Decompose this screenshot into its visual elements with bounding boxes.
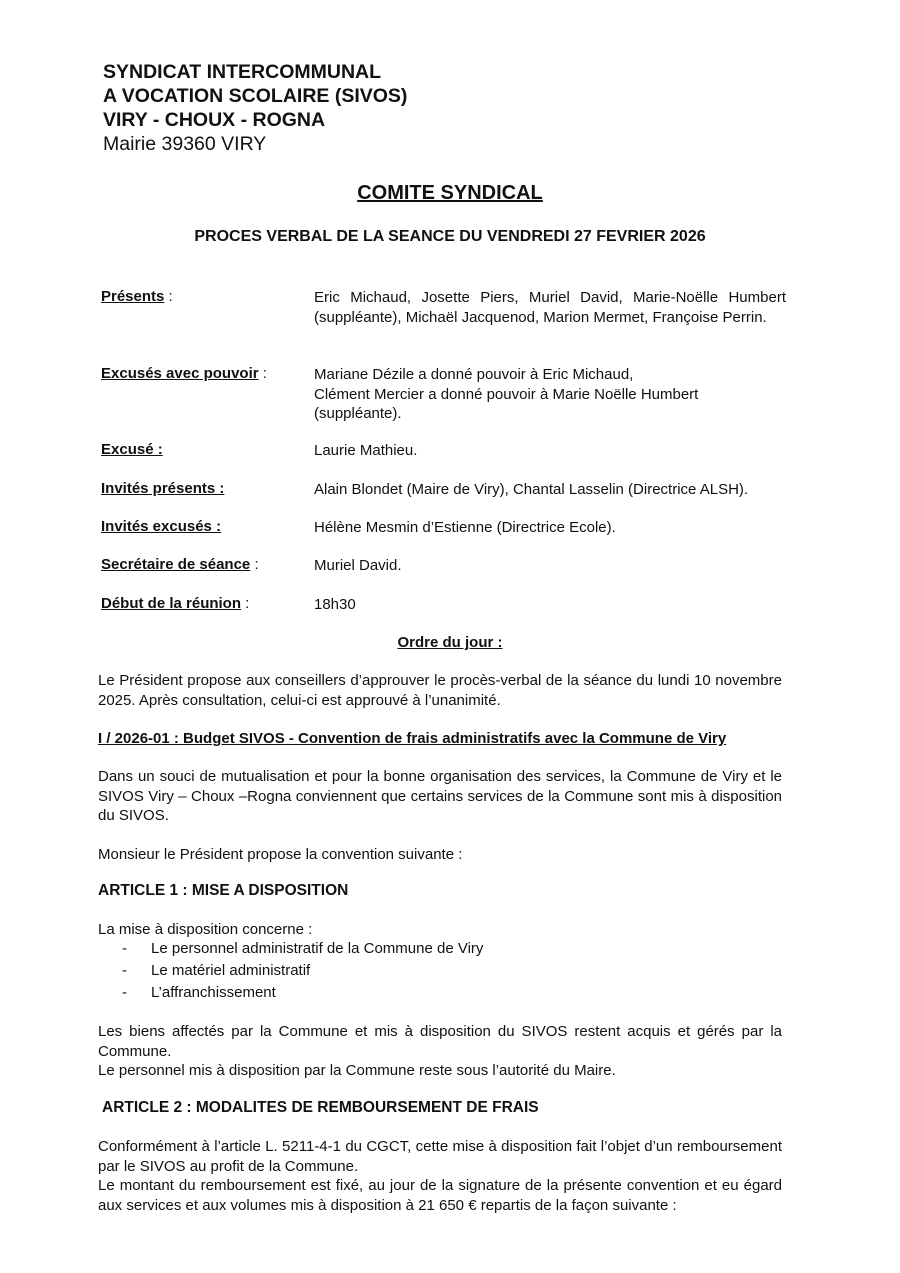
document-subtitle: PROCES VERBAL DE LA SEANCE DU VENDREDI 27 FEVRIER 2026 bbox=[194, 228, 706, 245]
agenda-title: Ordre du jour : bbox=[397, 634, 503, 651]
section-1-intro: Dans un souci de mutualisation et pour la bonne organisation des services, la Commune de Viry et le SIVOS Viry – Choux –Rogna conviennent que certains services de la Commune sont mis à disposition du SIVOS. bbox=[98, 768, 782, 824]
article-1-intro: La mise à disposition concerne : bbox=[98, 921, 313, 938]
approval-paragraph: Le Président propose aux conseillers d’approuver le procès-verbal de la séance du lundi 10 novembre 2025. Après consultation, celui-ci est approuvé à l’unanimité. bbox=[98, 672, 782, 709]
org-address: Mairie 39360 VIRY bbox=[103, 133, 267, 155]
section-1-title: I / 2026-01 : Budget SIVOS - Convention de frais administratifs avec la Commune de Viry bbox=[98, 730, 727, 747]
article-2-text-2: Le montant du remboursement est fixé, au jour de la signature de la présente convention et eu égard aux services et aux volumes mis à disposition à 21 650 € repartis de la façon suivante : bbox=[98, 1177, 782, 1214]
label-debut-reunion: Début de la réunion : bbox=[101, 595, 250, 612]
value-invites-presents: Alain Blondet (Maire de Viry), Chantal Lasselin (Directrice ALSH). bbox=[314, 481, 749, 498]
list-item: - L’affranchissement bbox=[122, 984, 276, 1001]
org-name-line3: VIRY - CHOUX - ROGNA bbox=[103, 109, 326, 131]
org-name-line2: A VOCATION SCOLAIRE (SIVOS) bbox=[103, 85, 408, 107]
article-2-title: ARTICLE 2 : MODALITES DE REMBOURSEMENT DE FRAIS bbox=[102, 1099, 539, 1116]
article-1-title: ARTICLE 1 : MISE A DISPOSITION bbox=[98, 882, 349, 899]
label-secretaire: Secrétaire de séance : bbox=[101, 556, 259, 573]
article-1-text-1: Les biens affectés par la Commune et mis à disposition du SIVOS restent acquis et gérés par la Commune. bbox=[98, 1023, 782, 1060]
document-title: COMITE SYNDICAL bbox=[357, 182, 543, 204]
org-name-line1: SYNDICAT INTERCOMMUNAL bbox=[103, 61, 382, 83]
value-excuses-pouvoir: Mariane Dézile a donné pouvoir à Eric Michaud, Clément Mercier a donné pouvoir à Marie Noëlle Humbert (suppléante). bbox=[314, 366, 699, 422]
article-1-list bbox=[122, 938, 483, 1004]
label-presents: Présents : bbox=[101, 288, 173, 305]
value-secretaire: Muriel David. bbox=[314, 557, 402, 574]
section-1-proposal: Monsieur le Président propose la convention suivante : bbox=[98, 846, 463, 863]
label-invites-presents: Invités présents : bbox=[101, 480, 225, 497]
label-excuses-pouvoir: Excusés avec pouvoir : bbox=[101, 365, 267, 382]
value-presents: Eric Michaud, Josette Piers, Muriel David, Marie-Noëlle Humbert (suppléante), Michaël Jacquenod, Marion Mermet, Françoise Perrin. bbox=[314, 289, 786, 326]
value-invites-excuses: Hélène Mesmin d’Estienne (Directrice Ecole). bbox=[314, 519, 616, 536]
article-2-text-1: Conformément à l’article L. 5211-4-1 du CGCT, cette mise à disposition fait l’objet d’un remboursement par le SIVOS au profit de la Commune. bbox=[98, 1138, 782, 1175]
label-excuse: Excusé : bbox=[101, 441, 163, 458]
list-item: - Le matériel administratif bbox=[122, 962, 311, 979]
list-item: - Le personnel administratif de la Commune de Viry bbox=[122, 940, 484, 957]
value-excuse: Laurie Mathieu. bbox=[314, 442, 418, 459]
organization-header bbox=[103, 60, 407, 156]
article-1-text-2: Le personnel mis à disposition par la Commune reste sous l’autorité du Maire. bbox=[98, 1062, 616, 1079]
label-invites-excuses: Invités excusés : bbox=[101, 518, 222, 535]
value-debut-reunion: 18h30 bbox=[314, 596, 356, 613]
